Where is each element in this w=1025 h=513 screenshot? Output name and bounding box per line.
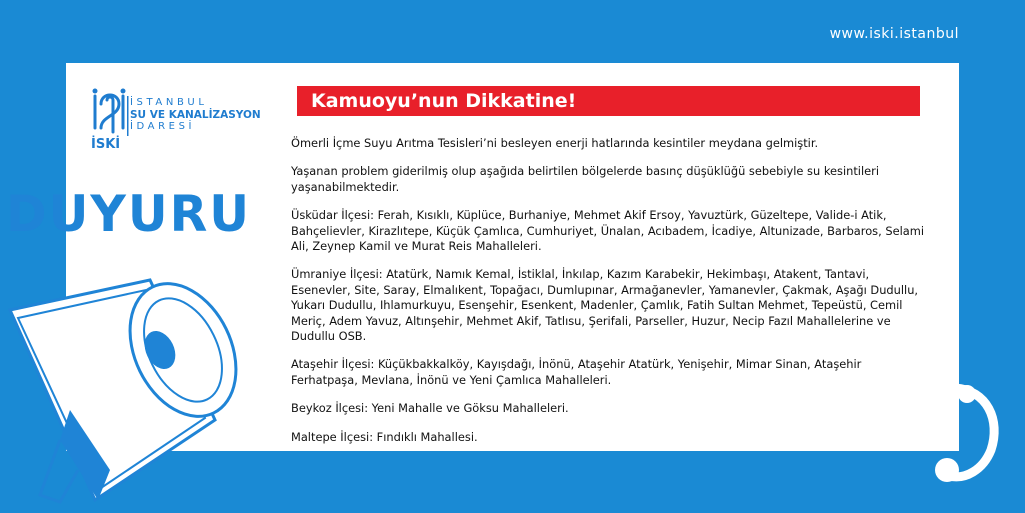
banner-title: Kamuoyu’nun Dikkatine! bbox=[311, 90, 577, 112]
page-heading: DUYURU bbox=[6, 185, 252, 243]
megaphone-icon bbox=[0, 270, 290, 513]
paragraph: Ataşehir İlçesi: Küçükbakkalköy, Kayışdağı, İnönü, Ataşehir Atatürk, Yenişehir, Mimar Sinan, Ataşehir Ferhatpaşa, Mevlana, İnönü ve Yeni Çamlıca Mahalleleri. bbox=[291, 357, 862, 387]
logo-line-2: SU VE KANALİZASYON bbox=[130, 109, 261, 121]
logo-line-1: İSTANBUL bbox=[130, 97, 208, 108]
swirl-icon bbox=[925, 380, 1015, 490]
paragraph: Beykoz İlçesi: Yeni Mahalle ve Göksu Mahalleleri. bbox=[291, 401, 569, 416]
banner bbox=[297, 86, 920, 116]
paragraph: Yaşanan problem giderilmiş olup aşağıda belirtilen bölgelerde basınç düşüklüğü sebebiyle su kesintileri yaşanabilmektedir. bbox=[291, 164, 879, 194]
logo-word: İSKİ bbox=[91, 137, 121, 152]
logo-line-3: İDARESİ bbox=[130, 121, 196, 132]
paragraph: Ömerli İçme Suyu Arıtma Tesisleri’ni besleyen enerji hatlarında kesintiler meydana gelmiştir. bbox=[291, 136, 819, 150]
paragraph: Maltepe İlçesi: Fındıklı Mahallesi. bbox=[291, 429, 478, 444]
logo-text bbox=[130, 97, 261, 133]
paragraph: Üsküdar İlçesi: Ferah, Kısıklı, Küplüce, Burhaniye, Mehmet Akif Ersoy, Yavuztürk, Güzeltepe, Valide-i Atik, Bahçelievler, Kirazlıtepe, Küçük Çamlıca, Cumhuriyet, Ünalan, Acıbadem, İcadiye, Altunizade, Barbaros, Selami Ali, Zeynep Kamil ve Murat Reis Mahalleleri. bbox=[291, 208, 925, 254]
site-url[interactable]: www.iski.istanbul bbox=[829, 26, 959, 42]
announcement-body bbox=[291, 136, 931, 458]
paragraph: Ümraniye İlçesi: Atatürk, Namık Kemal, İstiklal, İnkılap, Kazım Karabekir, Hekimbaşı, Atakent, Tantavi, Esenevler, Site, Saray, Elmalıkent, Topağacı, Dumlupınar, Armağanevler, Yamanevler, Çakmak, Aşağı Dudullu, Yukarı Dudullu, Ihlamurkuyu, Esenşehir, Esenkent, Madenler, Çamlık, Fatih Sultan Mehmet, Tepeüstü, Cemil Meriç, Adem Yavuz, Altınşehir, Mehmet Akif, Tatlısu, Şerifali, Parseller, Huzur, Necip Fazıl Mahallelerine ve Dudullu OSB. bbox=[291, 267, 919, 344]
